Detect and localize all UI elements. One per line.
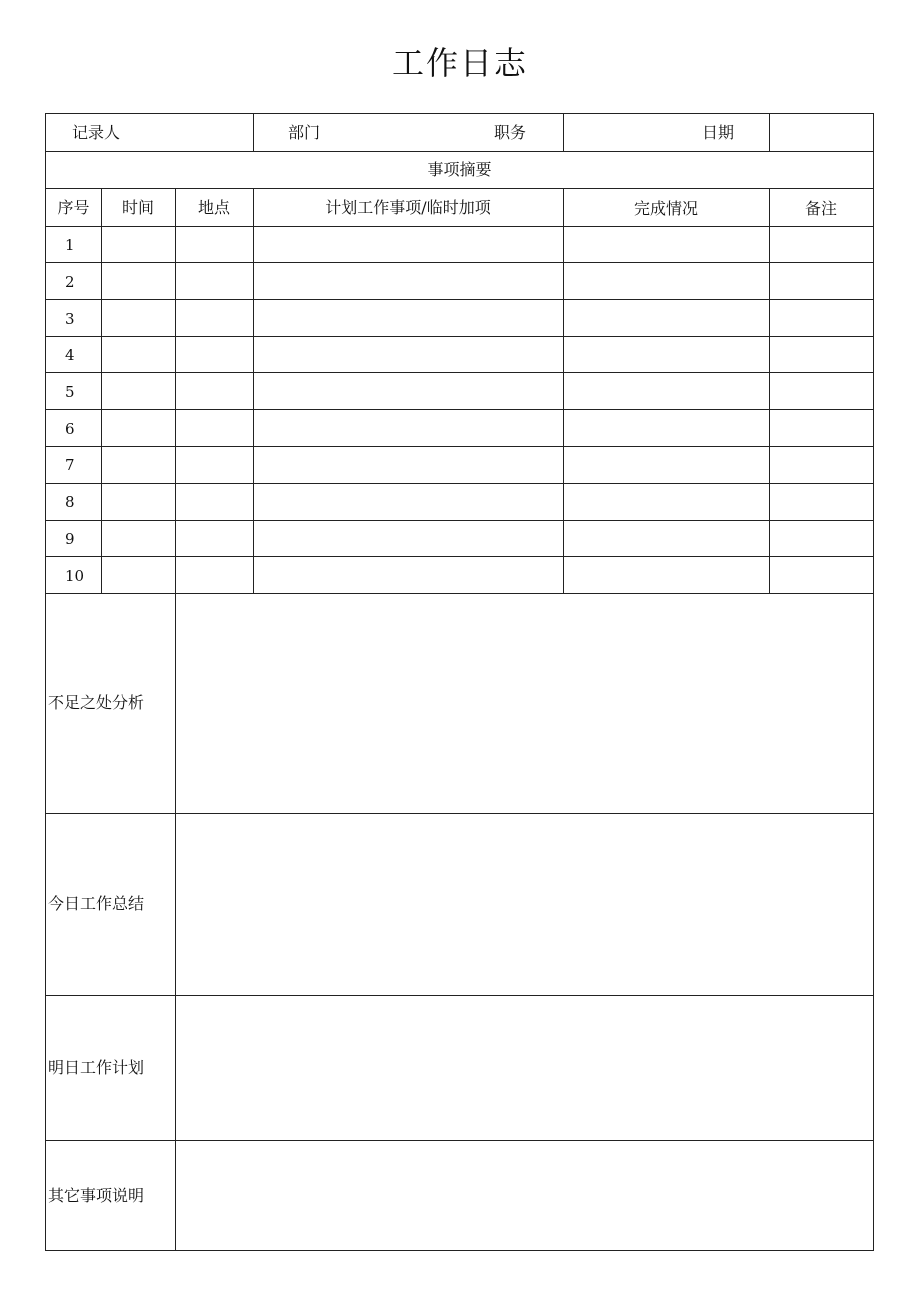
col-header-planned: 计划工作事项/临时加项 xyxy=(325,198,491,217)
tomorrow-plan-field[interactable] xyxy=(176,996,872,1139)
row-divider xyxy=(46,409,873,410)
page-title: 工作日志 xyxy=(391,44,528,82)
col-divider xyxy=(101,188,102,593)
other-notes-label: 其它事项说明 xyxy=(48,1186,145,1205)
row-divider xyxy=(46,151,873,152)
tomorrow-plan-label: 明日工作计划 xyxy=(48,1058,145,1077)
work-log-form xyxy=(45,113,874,1251)
shortcomings-label: 不足之处分析 xyxy=(48,693,145,712)
other-notes-field[interactable] xyxy=(176,1141,872,1249)
col-divider xyxy=(253,114,254,151)
row-divider xyxy=(46,299,873,300)
row-divider xyxy=(46,188,873,189)
row-number: 4 xyxy=(65,346,75,364)
row-divider xyxy=(46,372,873,373)
col-header-time: 时间 xyxy=(121,198,154,217)
col-divider xyxy=(563,188,564,593)
row-number: 1 xyxy=(65,236,75,254)
position-label: 职务 xyxy=(494,123,527,142)
row-divider xyxy=(46,556,873,557)
row-divider xyxy=(46,262,873,263)
date-label: 日期 xyxy=(702,123,735,142)
row-divider xyxy=(46,446,873,447)
today-summary-label: 今日工作总结 xyxy=(48,894,145,913)
col-divider xyxy=(769,188,770,593)
row-number: 9 xyxy=(65,530,75,548)
shortcomings-field[interactable] xyxy=(176,594,872,812)
department-field[interactable] xyxy=(346,115,486,150)
summary-heading: 事项摘要 xyxy=(427,160,492,179)
col-header-remarks: 备注 xyxy=(804,199,837,218)
row-number: 5 xyxy=(65,383,75,401)
row-number: 8 xyxy=(65,493,75,511)
date-field[interactable] xyxy=(770,115,872,150)
recorder-field[interactable] xyxy=(146,115,252,150)
row-number: 10 xyxy=(65,567,85,585)
col-divider xyxy=(253,188,254,593)
row-number: 6 xyxy=(65,420,75,438)
row-number: 3 xyxy=(65,310,75,328)
recorder-label: 记录人 xyxy=(72,123,121,142)
row-divider xyxy=(46,483,873,484)
col-header-status: 完成情况 xyxy=(633,199,698,218)
col-header-location: 地点 xyxy=(197,198,230,217)
row-divider xyxy=(46,226,873,227)
position-field[interactable] xyxy=(564,115,696,150)
col-header-seq: 序号 xyxy=(57,198,90,217)
row-divider xyxy=(46,336,873,337)
today-summary-field[interactable] xyxy=(176,814,872,994)
row-number: 7 xyxy=(65,456,75,474)
row-divider xyxy=(46,520,873,521)
department-label: 部门 xyxy=(288,123,321,142)
row-number: 2 xyxy=(65,273,75,291)
